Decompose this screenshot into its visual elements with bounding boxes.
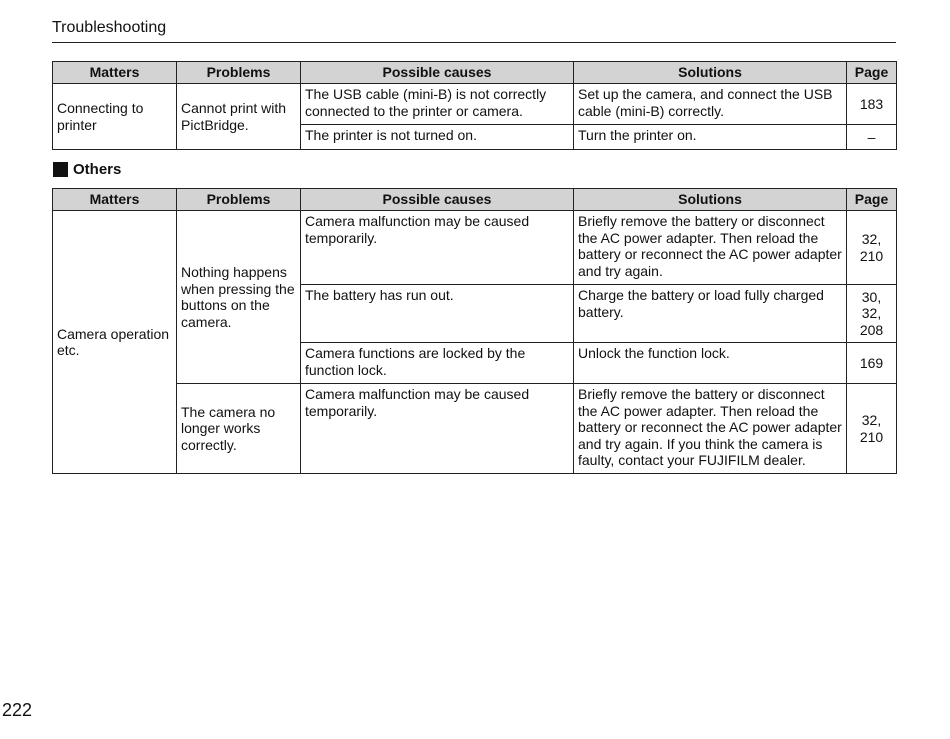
table-header-row (53, 62, 897, 84)
problem-cell: The camera no longer works correctly. (177, 384, 301, 474)
cause-cell: The USB cable (mini-B) is not correctly connected to the printer or camera. (301, 84, 574, 125)
column-header-matters: Matters (53, 189, 177, 211)
column-header-solutions: Solutions (574, 189, 847, 211)
column-header-page: Page (847, 62, 897, 84)
page-cell: 32, 210 (847, 211, 897, 285)
table-row (53, 384, 897, 474)
page-cell: 32, 210 (847, 384, 897, 474)
page-cell: 169 (847, 343, 897, 384)
page-header-title: Troubleshooting (52, 19, 167, 36)
cause-cell: Camera functions are locked by the function lock. (301, 343, 574, 384)
page-number: 222 (2, 700, 33, 720)
matter-cell: Connecting to printer (53, 84, 177, 150)
header-divider (52, 42, 896, 43)
column-header-matters: Matters (53, 62, 177, 84)
cause-cell: The battery has run out. (301, 285, 574, 343)
column-header-problems: Problems (177, 62, 301, 84)
solution-cell: Turn the printer on. (574, 125, 847, 150)
table-header-row (53, 189, 897, 211)
cause-cell: The printer is not turned on. (301, 125, 574, 150)
printer-troubleshooting-table (52, 61, 897, 150)
section-heading-label: Others (73, 161, 122, 178)
section-heading-others (53, 161, 121, 178)
solution-cell: Charge the battery or load fully charged battery. (574, 285, 847, 343)
column-header-causes: Possible causes (301, 189, 574, 211)
solution-cell: Briefly remove the battery or disconnect the AC power adapter. Then reload the battery or reconnect the AC power adapter and try again. If you think the camera is faulty, contact your FUJIFILM dealer. (574, 384, 847, 474)
solution-cell: Set up the camera, and connect the USB cable (mini-B) correctly. (574, 84, 847, 125)
table-row (53, 84, 897, 125)
other-troubleshooting-table (52, 188, 897, 474)
column-header-page: Page (847, 189, 897, 211)
column-header-problems: Problems (177, 189, 301, 211)
problem-cell: Nothing happens when pressing the buttons on the camera. (177, 211, 301, 384)
cause-cell: Camera malfunction may be caused temporarily. (301, 211, 574, 285)
square-bullet-icon (53, 162, 68, 177)
solution-cell: Unlock the function lock. (574, 343, 847, 384)
matter-cell: Camera operation etc. (53, 211, 177, 474)
page-cell: 183 (847, 84, 897, 125)
page-cell: 30, 32, 208 (847, 285, 897, 343)
problem-cell: Cannot print with PictBridge. (177, 84, 301, 150)
table-row (53, 211, 897, 285)
page-cell: – (847, 125, 897, 150)
cause-cell: Camera malfunction may be caused temporarily. (301, 384, 574, 474)
column-header-solutions: Solutions (574, 62, 847, 84)
solution-cell: Briefly remove the battery or disconnect the AC power adapter. Then reload the battery or reconnect the AC power adapter and try again. (574, 211, 847, 285)
column-header-causes: Possible causes (301, 62, 574, 84)
